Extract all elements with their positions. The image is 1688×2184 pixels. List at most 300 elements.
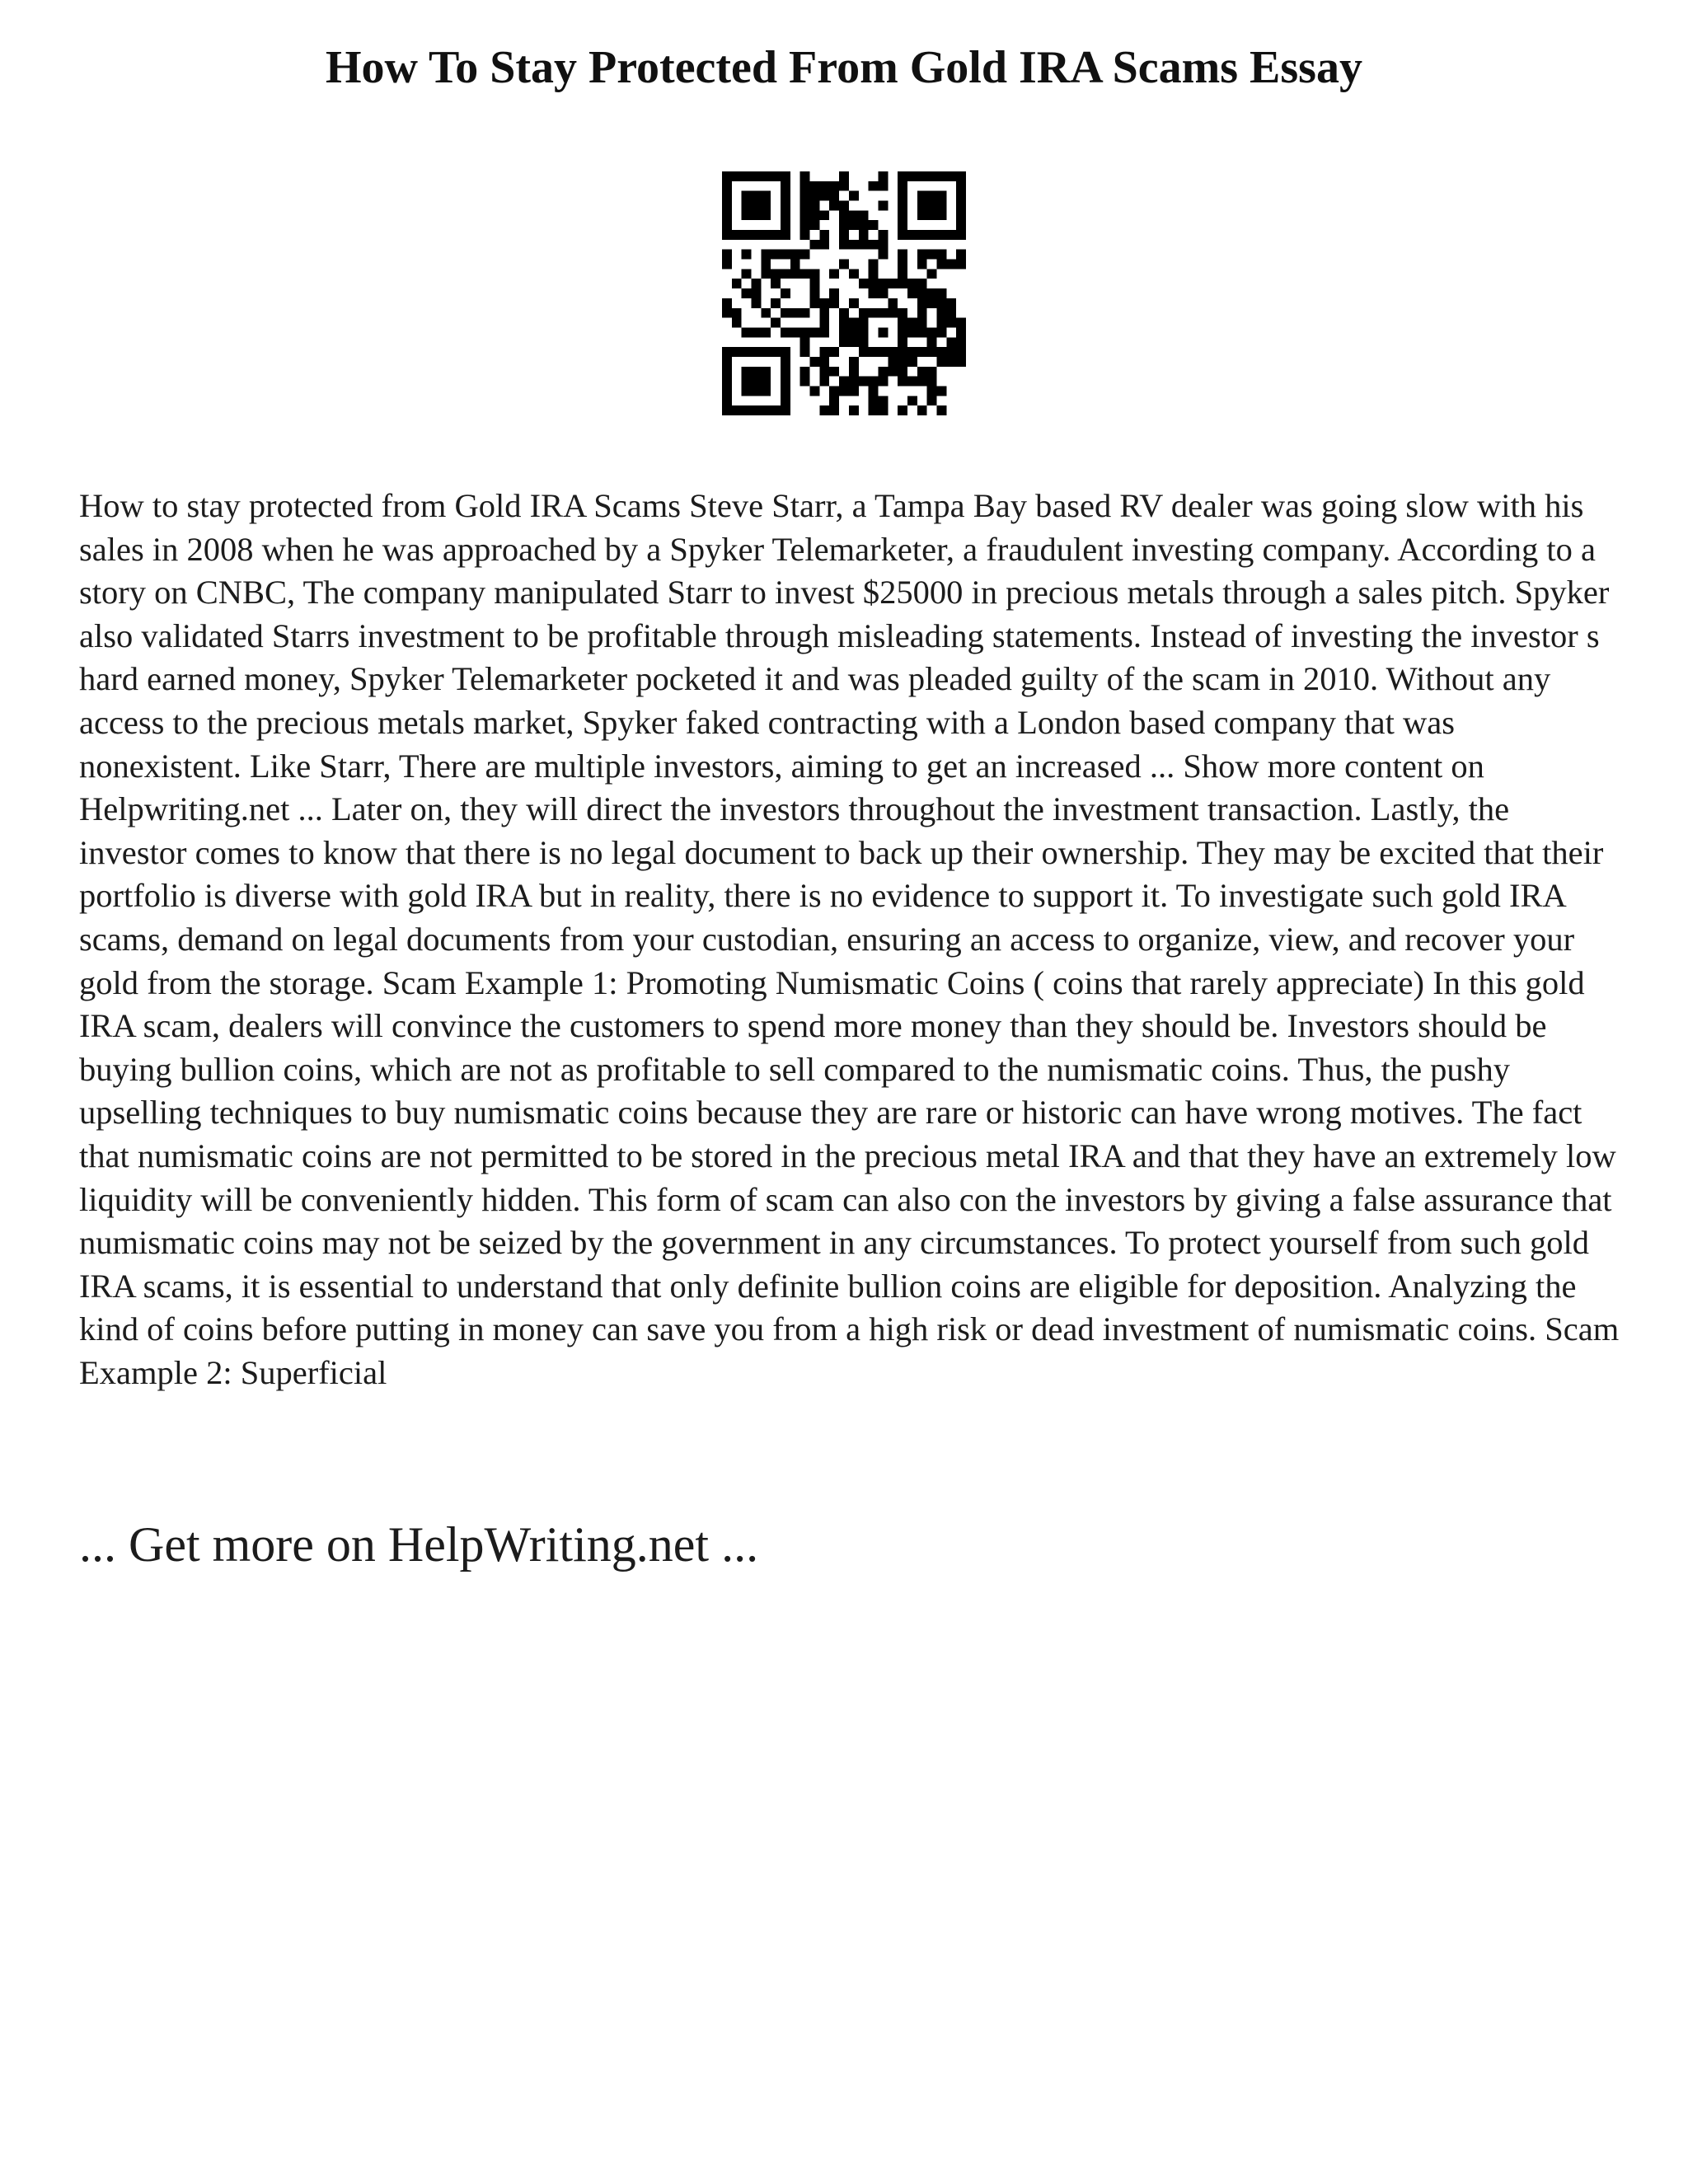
qr-module [722,181,732,191]
qr-module [800,191,810,201]
qr-module [742,367,752,377]
qr-module [859,327,869,337]
qr-module [956,357,966,367]
qr-module [849,220,859,230]
qr-module [742,405,752,415]
qr-module [761,327,771,337]
qr-module [946,308,956,318]
qr-module [829,386,839,396]
qr-module [722,250,732,260]
qr-module [878,230,888,240]
qr-module [839,337,849,347]
qr-module [878,288,888,298]
qr-module [839,308,849,318]
qr-module [722,210,732,220]
qr-module [752,298,762,308]
qr-module [859,347,869,357]
qr-module [752,288,762,298]
qr-module [878,201,888,211]
qr-module [878,240,888,250]
qr-module [927,367,937,377]
qr-module [956,171,966,181]
qr-module [898,201,907,211]
qr-module [752,210,762,220]
qr-module [781,191,790,201]
qr-module [810,288,820,298]
qr-module [917,250,927,260]
qr-module [781,220,790,230]
qr-module [761,377,771,387]
qr-module [898,181,907,191]
qr-module [917,171,927,181]
qr-module [839,230,849,240]
qr-module [819,230,829,240]
qr-module [839,210,849,220]
qr-module [722,298,732,308]
qr-module [742,201,752,211]
qr-module [956,250,966,260]
qr-module [878,367,888,377]
qr-module [917,347,927,357]
qr-module [800,377,810,387]
qr-module [829,367,839,377]
qr-module [819,210,829,220]
qr-module [742,171,752,181]
qr-module [898,337,907,347]
qr-module [790,308,800,318]
qr-module [859,308,869,318]
qr-module [869,181,879,191]
qr-module [869,240,879,250]
qr-module [956,210,966,220]
qr-module [936,318,946,328]
qr-module [839,201,849,211]
qr-module [829,347,839,357]
qr-module [800,171,810,181]
qr-module [742,250,752,260]
qr-module [849,318,859,328]
qr-module [888,308,898,318]
qr-module [790,260,800,269]
qr-module [936,201,946,211]
qr-module [898,377,907,387]
qr-module [888,347,898,357]
qr-module [732,171,742,181]
qr-module [781,181,790,191]
qr-module [849,191,859,201]
qr-module [829,181,839,191]
qr-module [869,288,879,298]
qr-module [752,377,762,387]
qr-module [849,269,859,279]
qr-module [800,230,810,240]
qr-module [936,347,946,357]
qr-module [761,201,771,211]
qr-module [722,220,732,230]
qr-module [927,337,937,347]
qr-module [907,288,917,298]
qr-module [761,191,771,201]
qr-module [869,377,879,387]
qr-module [917,308,927,318]
qr-module [781,367,790,377]
qr-module [732,347,742,357]
qr-module [859,279,869,288]
qr-module [907,377,917,387]
qr-module [849,405,859,415]
qr-module [878,327,888,337]
qr-module [849,298,859,308]
qr-module [917,210,927,220]
qr-module [790,327,800,337]
qr-module [761,367,771,377]
qr-module [907,357,917,367]
qr-module [917,327,927,337]
qr-module [878,171,888,181]
qr-module [771,318,781,328]
qr-module [752,201,762,211]
qr-module [869,308,879,318]
qr-module [810,357,820,367]
get-more-link[interactable]: ... Get more on HelpWriting.net ... [79,1517,759,1572]
qr-module [722,201,732,211]
qr-module [761,405,771,415]
qr-module [917,367,927,377]
qr-module [869,220,879,230]
qr-module [898,357,907,367]
qr-module [819,191,829,201]
qr-module [946,230,956,240]
qr-module [898,250,907,260]
qr-module [907,327,917,337]
qr-module [742,377,752,387]
qr-module [946,347,956,357]
qr-module [859,240,869,250]
qr-module [849,377,859,387]
qr-module [839,171,849,181]
qr-module [956,181,966,191]
qr-module [781,405,790,415]
qr-module [781,288,790,298]
qr-module [790,250,800,260]
qr-module [946,337,956,347]
qr-module [771,405,781,415]
qr-module [819,308,829,318]
qr-module [898,405,907,415]
qr-module [956,318,966,328]
qr-module [869,279,879,288]
qr-module [722,347,732,357]
qr-module [956,260,966,269]
qr-module [956,327,966,337]
qr-module [917,279,927,288]
qr-module [771,347,781,357]
qr-module [907,396,917,405]
qr-module [839,327,849,337]
qr-module [819,367,829,377]
qr-module [810,269,820,279]
qr-module [829,405,839,415]
qr-module [878,308,888,318]
qr-module [859,318,869,328]
qr-module [946,357,956,367]
page-title: How To Stay Protected From Gold IRA Scams Essay [326,42,1362,93]
qr-module [946,171,956,181]
qr-module [917,191,927,201]
qr-module [761,269,771,279]
qr-module [722,191,732,201]
qr-module [752,347,762,357]
qr-module [927,377,937,387]
qr-module [800,337,810,347]
qr-module [839,240,849,250]
qr-module [936,327,946,337]
qr-module [898,171,907,181]
qr-module [927,386,937,396]
qr-module [752,386,762,396]
qr-module [927,210,937,220]
qr-module [907,279,917,288]
qr-module [732,279,742,288]
qr-module [839,386,849,396]
qr-module [722,357,732,367]
qr-module [946,260,956,269]
qr-module [888,298,898,308]
qr-module [869,405,879,415]
qr-module [752,327,762,337]
qr-module [849,386,859,396]
qr-module [819,181,829,191]
qr-module [819,405,829,415]
qr-module [790,269,800,279]
qr-module [752,191,762,201]
qr-module [752,230,762,240]
qr-module [810,220,820,230]
qr-module [771,230,781,240]
qr-module [819,240,829,250]
qr-module [888,367,898,377]
qr-code-icon[interactable] [722,171,966,415]
qr-module [859,377,869,387]
qr-module [859,337,869,347]
qr-module [761,347,771,357]
qr-module [819,347,829,357]
qr-module [927,201,937,211]
qr-module [917,288,927,298]
qr-module [956,337,966,347]
qr-module [946,298,956,308]
qr-module [742,210,752,220]
qr-module [898,230,907,240]
qr-module [917,377,927,387]
qr-module [898,220,907,230]
qr-module [878,377,888,387]
qr-module [829,396,839,405]
qr-module [927,230,937,240]
qr-module [907,347,917,357]
qr-module [907,318,917,328]
qr-module [917,260,927,269]
qr-module [829,191,839,201]
qr-module [927,288,937,298]
qr-module [898,191,907,201]
qr-module [829,288,839,298]
qr-module [849,337,859,347]
qr-module [800,250,810,260]
qr-module [781,357,790,367]
qr-module [722,308,732,318]
qr-module [722,405,732,415]
qr-module [722,377,732,387]
qr-module [927,269,937,279]
qr-module [839,318,849,328]
qr-module [742,327,752,337]
qr-module [722,171,732,181]
qr-module [936,308,946,318]
qr-module [742,269,752,279]
qr-module [917,201,927,211]
qr-module [722,396,732,405]
qr-module [936,405,946,415]
qr-module [956,220,966,230]
qr-module [888,357,898,367]
qr-module [732,318,742,328]
qr-module [819,327,829,337]
qr-module [819,377,829,387]
qr-module [849,367,859,377]
qr-module [869,396,879,405]
qr-module [956,191,966,201]
qr-module [829,201,839,211]
qr-module [810,210,820,220]
qr-module [800,327,810,337]
qr-module [878,347,888,357]
qr-module [742,191,752,201]
qr-module [898,347,907,357]
qr-module [722,230,732,240]
qr-module [907,171,917,181]
qr-module [927,327,937,337]
qr-module [800,181,810,191]
qr-module [956,201,966,211]
qr-module [810,191,820,201]
qr-module [907,230,917,240]
essay-body: How to stay protected from Gold IRA Scams Steve Starr, a Tampa Bay based RV dealer was going slow with his sales in 2008 when he was approached by a Spyker Telemarketer, a fraudulent investing company. According to a story on CNBC, The company manipulated Starr to invest $25000 in precious metals through a sales pitch. Spyker also validated Starrs investment to be profitable through misleading statements. Instead of investing the investor s hard earned money, Spyker Telemarketer pocketed it and was pleaded guilty of the scam in 2010. Without any access to the precious metals market, Spyker faked contracting with a London based company that was nonexistent. Like Starr, There are multiple investors, aiming to get an increased ... Show more content on Helpwriting.net ... Later on, they will direct the investors throughout the investment transaction. Lastly, the investor comes to know that there is no legal document to back up their ownership. They may be excited that their portfolio is diverse with gold IRA but in reality, there is no evidence to support it. To investigate such gold IRA scams, demand on legal documents from your custodian, ensuring an access to organize, view, and recover your gold from the storage. Scam Example 1: Promoting Numismatic Coins ( coins that rarely appreciate) In this gold IRA scam, dealers will convince the customers to spend more money than they should be. Investors should be buying bullion coins, which are not as profitable to sell compared to the numismatic coins. Thus, the pushy upselling techniques to buy numismatic coins because they are rare or historic can have wrong motives. The fact that numismatic coins are not permitted to be stored in the precious metal IRA and that they have an extremely low liquidity will be conveniently hidden. This form of scam can also con the investors by giving a false assurance that numismatic coins may not be seized by the government in any circumstances. To protect yourself from such gold IRA scams, it is essential to understand that only definite bullion coins are eligible for deposition. Analyzing the kind of coins before putting in money can save you from a high risk or dead investment of numismatic coins. Scam Example 2: Superficial [79,487,1620,1391]
qr-module [917,230,927,240]
qr-module [761,386,771,396]
qr-module [781,386,790,396]
qr-module [956,230,966,240]
qr-module [859,210,869,220]
qr-module [869,386,879,396]
qr-module [781,396,790,405]
qr-module [878,279,888,288]
qr-module [722,367,732,377]
qr-module [839,377,849,387]
qr-module [771,298,781,308]
qr-module [752,171,762,181]
qr-module [800,347,810,357]
qr-code-graphic [722,171,966,415]
qr-module [742,347,752,357]
qr-module [927,396,937,405]
qr-module [849,357,859,367]
qr-module [781,347,790,357]
qr-module [781,230,790,240]
qr-module [800,308,810,318]
qr-module [898,367,907,377]
qr-module [869,269,879,279]
qr-module [732,230,742,240]
qr-module [898,260,907,269]
qr-module [878,181,888,191]
qr-module [888,279,898,288]
qr-module [917,298,927,308]
qr-module [752,367,762,377]
qr-module [927,250,937,260]
qr-module [819,318,829,328]
qr-module [839,260,849,269]
qr-module [878,396,888,405]
qr-module [722,386,732,396]
qr-module [781,210,790,220]
qr-module [810,386,820,396]
qr-module [936,386,946,396]
qr-module [781,269,790,279]
qr-module [849,240,859,250]
qr-module [771,171,781,181]
qr-module [859,220,869,230]
qr-module [927,347,937,357]
qr-module [946,318,956,328]
qr-module [722,260,732,269]
qr-module [810,181,820,191]
qr-module [898,308,907,318]
qr-module [752,405,762,415]
qr-module [869,347,879,357]
qr-module [810,279,820,288]
qr-module [742,230,752,240]
qr-module [917,405,927,415]
qr-module [761,171,771,181]
qr-module [761,230,771,240]
qr-module [819,298,829,308]
qr-module [936,288,946,298]
qr-module [936,298,946,308]
qr-module [771,279,781,288]
qr-module [927,191,937,201]
qr-module [800,367,810,377]
qr-module [781,201,790,211]
qr-module [761,260,771,269]
qr-module [839,181,849,191]
qr-module [936,210,946,220]
qr-module [800,210,810,220]
qr-module [800,220,810,230]
qr-module [936,230,946,240]
qr-module [936,260,946,269]
qr-module [898,327,907,337]
qr-module [878,405,888,415]
qr-module [800,269,810,279]
qr-module [927,171,937,181]
qr-module [771,269,781,279]
qr-module [829,298,839,308]
qr-module [781,308,790,318]
qr-module [956,347,966,357]
qr-module [859,230,869,240]
qr-module [810,298,820,308]
